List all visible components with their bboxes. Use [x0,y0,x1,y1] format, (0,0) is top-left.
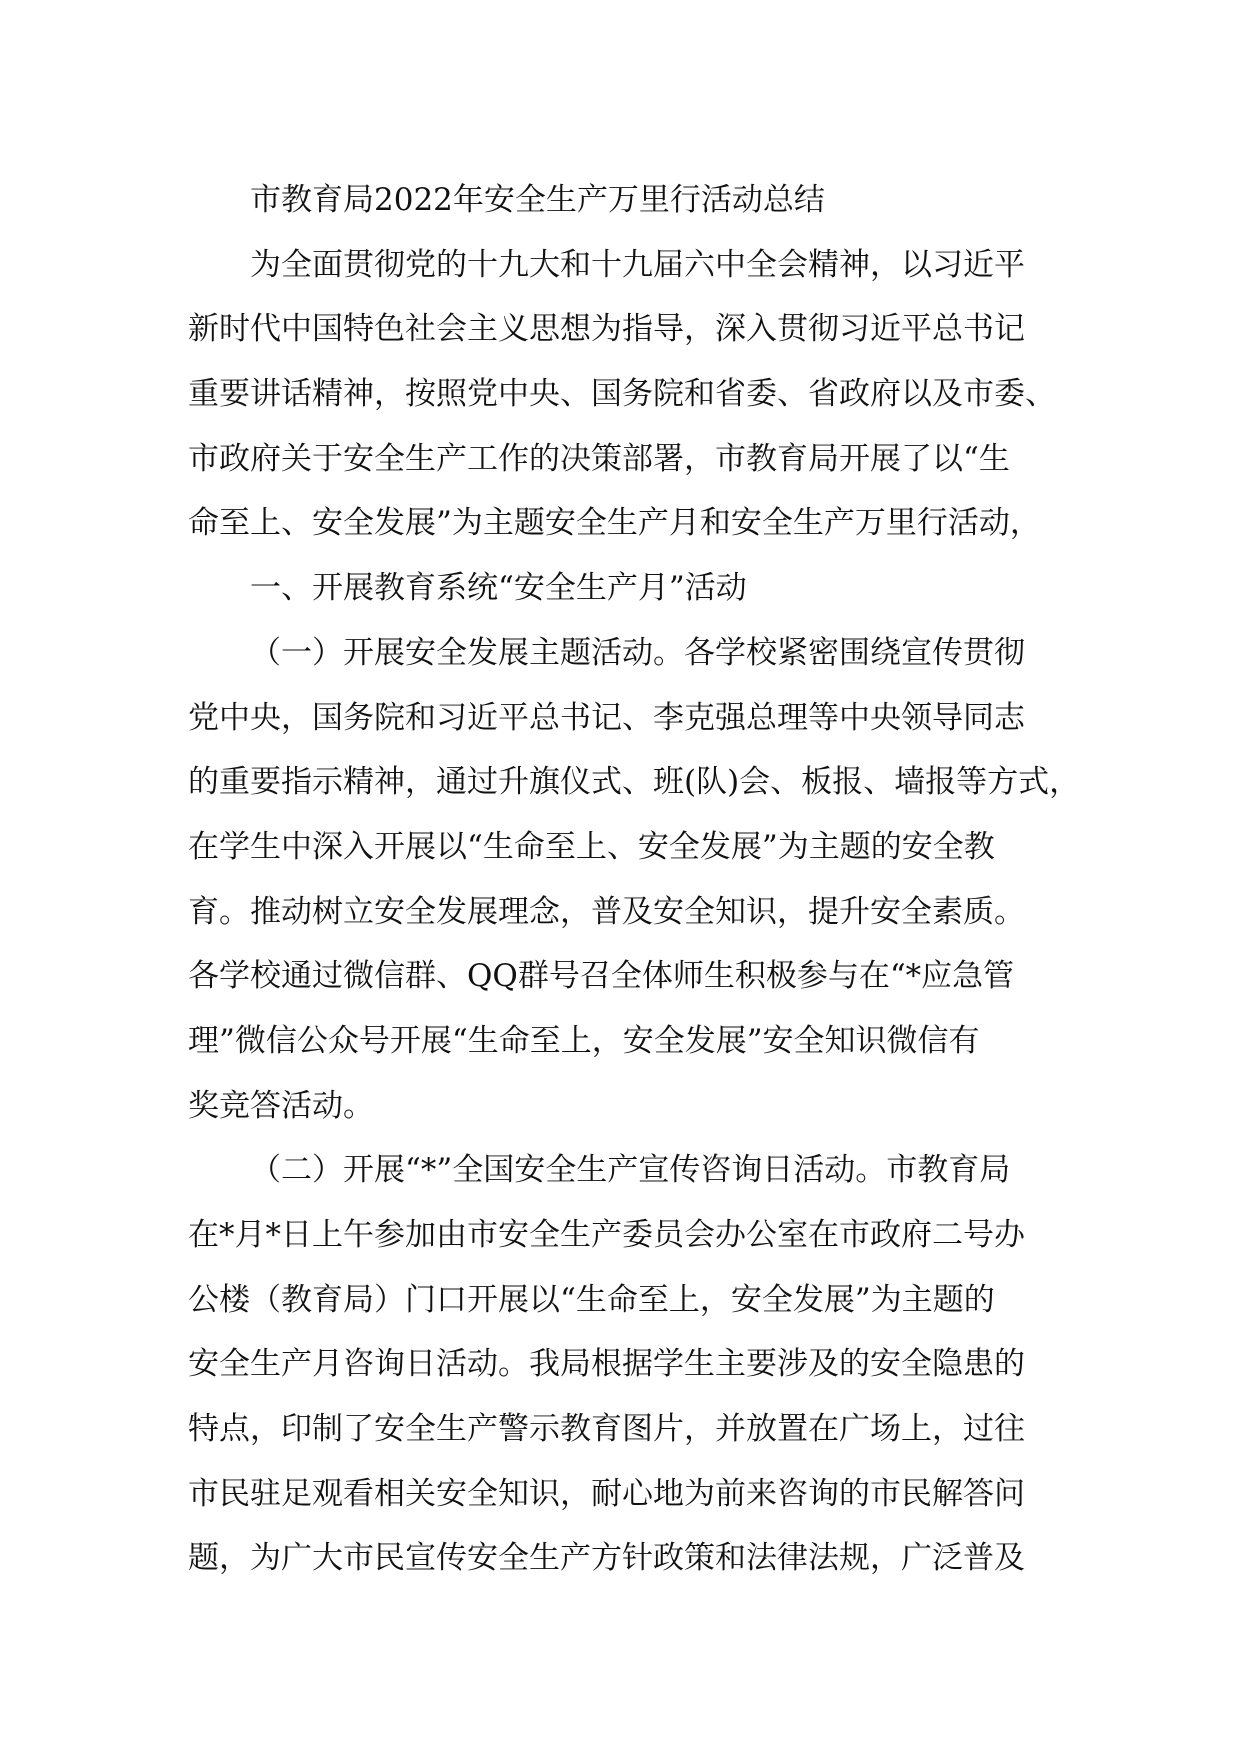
text-line: 的重要指示精神，通过升旗仪式、班(队)会、板报、墙报等方式， [188,764,1081,801]
text-line: 为全面贯彻党的十九大和十九届六中全会精神，以习近平 [250,246,1025,283]
text-line: 在学生中深入开展以“生命至上、安全发展”为主题的安全教 [188,828,995,865]
section-heading: 一、开展教育系统“安全生产月”活动 [250,570,747,607]
text-line: 安全生产月咨询日活动。我局根据学生主要涉及的安全隐患的 [188,1346,1025,1383]
text-line: 奖竞答活动。 [188,1087,374,1124]
text-line: 育。推动树立安全发展理念，普及安全知识，提升安全素质。 [188,893,1025,930]
text-line: 特点，印制了安全生产警示教育图片，并放置在广场上，过往 [188,1411,1025,1448]
text-line: 党中央，国务院和习近平总书记、李克强总理等中央领导同志 [188,699,1025,736]
text-line: （一）开展安全发展主题活动。各学校紧密围绕宣传贯彻 [250,634,1025,671]
text-line: 市政府关于安全生产工作的决策部署，市教育局开展了以“生 [188,440,1010,477]
document-body [188,168,1081,1591]
text-line: 市民驻足观看相关安全知识，耐心地为前来咨询的市民解答问 [188,1475,1025,1512]
text-line: 新时代中国特色社会主义思想为指导，深入贯彻习近平总书记 [188,311,1025,348]
text-line: 命至上、安全发展”为主题安全生产月和安全生产万里行活动， [188,505,1041,542]
text-line: 公楼（教育局）门口开展以“生命至上，安全发展”为主题的 [188,1281,995,1318]
text-line: 题，为广大市民宣传安全生产方针政策和法律法规，广泛普及 [188,1540,1025,1577]
text-line: 在*月*日上午参加由市安全生产委员会办公室在市政府二号办 [188,1217,1025,1253]
text-line: 理”微信公众号开展“生命至上，安全发展”安全知识微信有 [188,1022,980,1059]
document-title: 市教育局2022年安全生产万里行活动总结 [250,182,825,218]
text-line: 重要讲话精神，按照党中央、国务院和省委、省政府以及市委、 [188,376,1056,413]
text-line: （二）开展“*”全国安全生产宣传咨询日活动。市教育局 [250,1152,1011,1189]
text-line: 各学校通过微信群、QQ群号召全体师生积极参与在“*应急管 [188,958,1015,995]
